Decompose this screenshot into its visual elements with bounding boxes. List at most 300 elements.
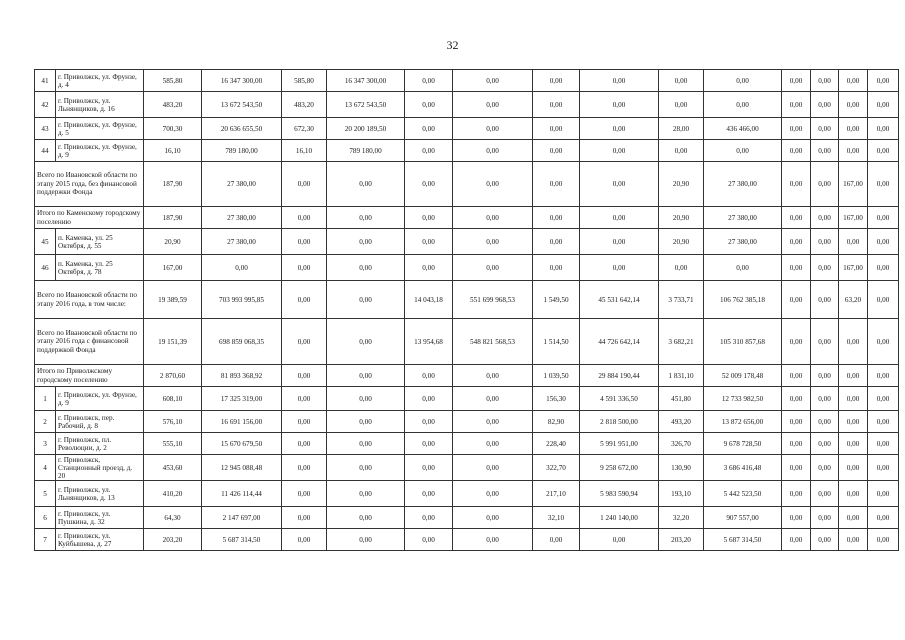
value-cell: 27 380,00 [202, 207, 282, 229]
value-cell: 0,00 [202, 255, 282, 281]
table-row [35, 118, 899, 140]
value-cell: 436 466,00 [704, 118, 782, 140]
value-cell: 0,00 [327, 319, 405, 365]
value-cell: 0,00 [839, 70, 868, 92]
value-cell: 0,00 [782, 92, 811, 118]
value-cell: 0,00 [839, 387, 868, 411]
value-cell: 0,00 [533, 162, 580, 207]
value-cell: 0,00 [453, 140, 533, 162]
value-cell: 0,00 [453, 118, 533, 140]
value-cell: 0,00 [580, 140, 659, 162]
value-cell: 0,00 [868, 255, 899, 281]
value-cell: 0,00 [405, 255, 453, 281]
value-cell: 0,00 [811, 481, 839, 507]
value-cell: 0,00 [782, 365, 811, 387]
value-cell: 20,90 [659, 207, 704, 229]
value-cell: 16,10 [282, 140, 327, 162]
value-cell: 16 347 300,00 [327, 70, 405, 92]
value-cell: 44 726 642,14 [580, 319, 659, 365]
value-cell: 0,00 [282, 255, 327, 281]
value-cell: 0,00 [453, 207, 533, 229]
summary-label: Итого по Приволжскому городскому поселению [35, 365, 144, 387]
row-index: 4 [35, 455, 56, 481]
value-cell: 20,90 [659, 229, 704, 255]
value-cell: 0,00 [327, 411, 405, 433]
value-cell: 0,00 [811, 207, 839, 229]
value-cell: 13 872 656,00 [704, 411, 782, 433]
summary-label: Всего по Ивановской области по этапу 2016 года, в том числе: [35, 281, 144, 319]
summary-row [35, 365, 899, 387]
value-cell: 0,00 [839, 455, 868, 481]
value-cell: 20,90 [659, 162, 704, 207]
value-cell: 0,00 [704, 255, 782, 281]
address-cell: г. Приволжск, пер. Рабочий, д. 8 [56, 411, 144, 433]
value-cell: 0,00 [453, 162, 533, 207]
value-cell: 0,00 [811, 455, 839, 481]
row-index: 1 [35, 387, 56, 411]
value-cell: 1 514,50 [533, 319, 580, 365]
value-cell: 130,90 [659, 455, 704, 481]
value-cell: 0,00 [282, 162, 327, 207]
value-cell: 0,00 [839, 319, 868, 365]
value-cell: 0,00 [704, 70, 782, 92]
value-cell: 0,00 [453, 507, 533, 529]
value-cell: 0,00 [782, 255, 811, 281]
value-cell: 703 993 995,85 [202, 281, 282, 319]
row-index: 3 [35, 433, 56, 455]
value-cell: 0,00 [453, 387, 533, 411]
value-cell: 0,00 [782, 70, 811, 92]
value-cell: 0,00 [811, 162, 839, 207]
value-cell: 28,00 [659, 118, 704, 140]
value-cell: 0,00 [533, 70, 580, 92]
value-cell: 2 147 697,00 [202, 507, 282, 529]
value-cell: 0,00 [839, 92, 868, 118]
value-cell: 0,00 [868, 529, 899, 551]
value-cell: 0,00 [782, 529, 811, 551]
row-index: 45 [35, 229, 56, 255]
value-cell: 203,20 [659, 529, 704, 551]
row-index: 2 [35, 411, 56, 433]
value-cell: 0,00 [868, 365, 899, 387]
value-cell: 555,10 [144, 433, 202, 455]
value-cell: 0,00 [782, 140, 811, 162]
value-cell: 0,00 [282, 281, 327, 319]
value-cell: 0,00 [704, 140, 782, 162]
value-cell: 0,00 [782, 229, 811, 255]
value-cell: 187,90 [144, 162, 202, 207]
value-cell: 1 039,50 [533, 365, 580, 387]
value-cell: 0,00 [580, 118, 659, 140]
value-cell: 0,00 [580, 229, 659, 255]
value-cell: 64,30 [144, 507, 202, 529]
value-cell: 0,00 [811, 319, 839, 365]
value-cell: 0,00 [704, 92, 782, 118]
value-cell: 13 954,68 [405, 319, 453, 365]
value-cell: 0,00 [811, 365, 839, 387]
value-cell: 27 380,00 [202, 162, 282, 207]
value-cell: 13 672 543,50 [327, 92, 405, 118]
row-index: 46 [35, 255, 56, 281]
value-cell: 0,00 [327, 281, 405, 319]
address-cell: г. Приволжск, ул. Куйбышева, д. 27 [56, 529, 144, 551]
value-cell: 0,00 [811, 433, 839, 455]
value-cell: 410,20 [144, 481, 202, 507]
value-cell: 0,00 [405, 229, 453, 255]
table-row [35, 387, 899, 411]
row-index: 7 [35, 529, 56, 551]
value-cell: 0,00 [868, 281, 899, 319]
value-cell: 19 151,39 [144, 319, 202, 365]
value-cell: 16,10 [144, 140, 202, 162]
row-index: 6 [35, 507, 56, 529]
value-cell: 105 310 857,68 [704, 319, 782, 365]
value-cell: 0,00 [782, 411, 811, 433]
value-cell: 0,00 [327, 455, 405, 481]
value-cell: 907 557,00 [704, 507, 782, 529]
value-cell: 0,00 [327, 481, 405, 507]
row-index: 41 [35, 70, 56, 92]
value-cell: 17 325 319,00 [202, 387, 282, 411]
value-cell: 0,00 [811, 281, 839, 319]
row-index: 44 [35, 140, 56, 162]
data-table [34, 69, 899, 551]
value-cell: 0,00 [327, 433, 405, 455]
value-cell: 9 678 728,50 [704, 433, 782, 455]
value-cell: 0,00 [405, 507, 453, 529]
address-cell: г. Приволжск, ул. Пушкина, д. 32 [56, 507, 144, 529]
table-row [35, 411, 899, 433]
value-cell: 0,00 [453, 455, 533, 481]
value-cell: 3 682,21 [659, 319, 704, 365]
value-cell: 0,00 [868, 140, 899, 162]
value-cell: 167,00 [839, 255, 868, 281]
summary-row [35, 207, 899, 229]
value-cell: 0,00 [868, 481, 899, 507]
value-cell: 19 389,59 [144, 281, 202, 319]
value-cell: 0,00 [327, 207, 405, 229]
summary-label: Всего по Ивановской области по этапу 2015 года, без финансовой поддержки Фонда [35, 162, 144, 207]
value-cell: 29 884 190,44 [580, 365, 659, 387]
value-cell: 0,00 [659, 255, 704, 281]
value-cell: 228,40 [533, 433, 580, 455]
value-cell: 483,20 [144, 92, 202, 118]
value-cell: 81 893 368,92 [202, 365, 282, 387]
table-row [35, 70, 899, 92]
value-cell: 0,00 [327, 365, 405, 387]
value-cell: 0,00 [839, 481, 868, 507]
value-cell: 9 258 672,00 [580, 455, 659, 481]
value-cell: 0,00 [868, 92, 899, 118]
value-cell: 0,00 [405, 70, 453, 92]
value-cell: 167,00 [839, 162, 868, 207]
value-cell: 789 180,00 [327, 140, 405, 162]
value-cell: 0,00 [327, 387, 405, 411]
value-cell: 2 818 500,00 [580, 411, 659, 433]
value-cell: 16 691 156,00 [202, 411, 282, 433]
value-cell: 0,00 [811, 229, 839, 255]
value-cell: 20,90 [144, 229, 202, 255]
value-cell: 0,00 [811, 529, 839, 551]
value-cell: 27 380,00 [704, 162, 782, 207]
summary-row [35, 319, 899, 365]
value-cell: 0,00 [453, 229, 533, 255]
value-cell: 0,00 [782, 319, 811, 365]
value-cell: 0,00 [533, 207, 580, 229]
value-cell: 0,00 [839, 411, 868, 433]
value-cell: 0,00 [782, 455, 811, 481]
value-cell: 0,00 [811, 255, 839, 281]
value-cell: 0,00 [282, 207, 327, 229]
summary-label: Итого по Каменскому городскому поселению [35, 207, 144, 229]
value-cell: 493,20 [659, 411, 704, 433]
address-cell: п. Каменка, ул. 25 Октября, д. 55 [56, 229, 144, 255]
value-cell: 0,00 [811, 387, 839, 411]
value-cell: 27 380,00 [704, 207, 782, 229]
table-row [35, 255, 899, 281]
summary-row [35, 162, 899, 207]
value-cell: 0,00 [327, 162, 405, 207]
table-row [35, 529, 899, 551]
address-cell: г. Приволжск, ул. Фрунзе, д. 5 [56, 118, 144, 140]
table-row [35, 455, 899, 481]
value-cell: 2 870,60 [144, 365, 202, 387]
value-cell: 0,00 [327, 255, 405, 281]
address-cell: г. Приволжск, ул. Фрунзе, д. 4 [56, 70, 144, 92]
value-cell: 0,00 [580, 162, 659, 207]
row-index: 5 [35, 481, 56, 507]
value-cell: 0,00 [782, 507, 811, 529]
value-cell: 0,00 [405, 207, 453, 229]
value-cell: 0,00 [405, 118, 453, 140]
value-cell: 0,00 [282, 529, 327, 551]
value-cell: 0,00 [453, 70, 533, 92]
value-cell: 0,00 [868, 118, 899, 140]
address-cell: г. Приволжск, Станционный проезд, д. 20 [56, 455, 144, 481]
value-cell: 0,00 [533, 229, 580, 255]
value-cell: 0,00 [405, 92, 453, 118]
value-cell: 672,30 [282, 118, 327, 140]
value-cell: 0,00 [282, 455, 327, 481]
value-cell: 0,00 [453, 92, 533, 118]
value-cell: 0,00 [868, 229, 899, 255]
value-cell: 0,00 [811, 92, 839, 118]
value-cell: 0,00 [580, 92, 659, 118]
value-cell: 5 687 314,50 [704, 529, 782, 551]
value-cell: 0,00 [282, 433, 327, 455]
value-cell: 82,90 [533, 411, 580, 433]
value-cell: 0,00 [327, 229, 405, 255]
value-cell: 700,30 [144, 118, 202, 140]
value-cell: 0,00 [659, 70, 704, 92]
table-row [35, 92, 899, 118]
value-cell: 11 426 114,44 [202, 481, 282, 507]
value-cell: 0,00 [453, 433, 533, 455]
value-cell: 167,00 [839, 207, 868, 229]
value-cell: 0,00 [868, 387, 899, 411]
value-cell: 0,00 [405, 455, 453, 481]
value-cell: 15 670 679,50 [202, 433, 282, 455]
value-cell: 0,00 [405, 481, 453, 507]
value-cell: 5 991 951,00 [580, 433, 659, 455]
value-cell: 0,00 [580, 70, 659, 92]
value-cell: 156,30 [533, 387, 580, 411]
value-cell: 0,00 [868, 433, 899, 455]
value-cell: 0,00 [282, 365, 327, 387]
value-cell: 167,00 [144, 255, 202, 281]
address-cell: г. Приволжск, пл. Революции, д. 2 [56, 433, 144, 455]
value-cell: 0,00 [282, 411, 327, 433]
summary-label: Всего по Ивановской области по этапу 2016 года с финансовой поддержкой Фонда [35, 319, 144, 365]
value-cell: 585,80 [144, 70, 202, 92]
value-cell: 322,70 [533, 455, 580, 481]
value-cell: 0,00 [282, 507, 327, 529]
value-cell: 451,80 [659, 387, 704, 411]
value-cell: 0,00 [868, 411, 899, 433]
value-cell: 63,20 [839, 281, 868, 319]
value-cell: 0,00 [405, 162, 453, 207]
value-cell: 551 699 968,53 [453, 281, 533, 319]
value-cell: 576,10 [144, 411, 202, 433]
table-row [35, 433, 899, 455]
value-cell: 0,00 [868, 319, 899, 365]
value-cell: 12 945 088,48 [202, 455, 282, 481]
value-cell: 548 821 568,53 [453, 319, 533, 365]
value-cell: 698 859 068,35 [202, 319, 282, 365]
value-cell: 217,10 [533, 481, 580, 507]
value-cell: 0,00 [405, 433, 453, 455]
value-cell: 32,20 [659, 507, 704, 529]
value-cell: 0,00 [453, 411, 533, 433]
value-cell: 4 591 336,50 [580, 387, 659, 411]
value-cell: 0,00 [533, 529, 580, 551]
value-cell: 0,00 [282, 481, 327, 507]
value-cell: 5 442 523,50 [704, 481, 782, 507]
value-cell: 187,90 [144, 207, 202, 229]
address-cell: г. Приволжск, ул. Фрунзе, д. 9 [56, 140, 144, 162]
value-cell: 0,00 [405, 365, 453, 387]
value-cell: 0,00 [839, 229, 868, 255]
value-cell: 0,00 [811, 140, 839, 162]
value-cell: 5 687 314,50 [202, 529, 282, 551]
value-cell: 0,00 [533, 92, 580, 118]
value-cell: 326,70 [659, 433, 704, 455]
value-cell: 52 009 178,48 [704, 365, 782, 387]
value-cell: 0,00 [839, 529, 868, 551]
value-cell: 0,00 [327, 507, 405, 529]
table-row [35, 481, 899, 507]
summary-row [35, 281, 899, 319]
address-cell: г. Приволжск, ул. Льнянщиков, д. 16 [56, 92, 144, 118]
value-cell: 0,00 [453, 365, 533, 387]
row-index: 42 [35, 92, 56, 118]
value-cell: 0,00 [659, 140, 704, 162]
value-cell: 0,00 [405, 140, 453, 162]
value-cell: 0,00 [782, 387, 811, 411]
value-cell: 0,00 [282, 387, 327, 411]
value-cell: 20 636 655,50 [202, 118, 282, 140]
address-cell: г. Приволжск, ул. Фрунзе, д. 9 [56, 387, 144, 411]
value-cell: 0,00 [580, 207, 659, 229]
value-cell: 0,00 [868, 455, 899, 481]
table-row [35, 507, 899, 529]
table-row [35, 229, 899, 255]
value-cell: 0,00 [453, 481, 533, 507]
value-cell: 1 831,10 [659, 365, 704, 387]
value-cell: 0,00 [580, 255, 659, 281]
value-cell: 12 733 982,50 [704, 387, 782, 411]
value-cell: 789 180,00 [202, 140, 282, 162]
value-cell: 0,00 [811, 507, 839, 529]
value-cell: 0,00 [782, 433, 811, 455]
value-cell: 0,00 [282, 229, 327, 255]
value-cell: 27 380,00 [704, 229, 782, 255]
value-cell: 0,00 [782, 118, 811, 140]
value-cell: 0,00 [839, 507, 868, 529]
value-cell: 45 531 642,14 [580, 281, 659, 319]
value-cell: 585,80 [282, 70, 327, 92]
value-cell: 3 733,71 [659, 281, 704, 319]
value-cell: 0,00 [782, 207, 811, 229]
value-cell: 203,20 [144, 529, 202, 551]
value-cell: 1 549,50 [533, 281, 580, 319]
value-cell: 0,00 [533, 140, 580, 162]
value-cell: 0,00 [405, 411, 453, 433]
page-number: 32 [446, 38, 459, 52]
value-cell: 0,00 [839, 118, 868, 140]
value-cell: 0,00 [868, 207, 899, 229]
value-cell: 453,60 [144, 455, 202, 481]
value-cell: 0,00 [405, 529, 453, 551]
value-cell: 0,00 [453, 255, 533, 281]
value-cell: 13 672 543,50 [202, 92, 282, 118]
value-cell: 0,00 [782, 481, 811, 507]
value-cell: 3 686 416,48 [704, 455, 782, 481]
row-index: 43 [35, 118, 56, 140]
value-cell: 193,10 [659, 481, 704, 507]
value-cell: 0,00 [868, 70, 899, 92]
value-cell: 0,00 [811, 70, 839, 92]
value-cell: 27 380,00 [202, 229, 282, 255]
value-cell: 16 347 300,00 [202, 70, 282, 92]
value-cell: 0,00 [533, 118, 580, 140]
value-cell: 0,00 [453, 529, 533, 551]
value-cell: 608,10 [144, 387, 202, 411]
address-cell: г. Приволжск, ул. Льнянщиков, д. 13 [56, 481, 144, 507]
value-cell: 0,00 [868, 162, 899, 207]
table-row [35, 140, 899, 162]
value-cell: 0,00 [405, 387, 453, 411]
value-cell: 5 983 590,94 [580, 481, 659, 507]
value-cell: 0,00 [327, 529, 405, 551]
value-cell: 0,00 [811, 411, 839, 433]
value-cell: 0,00 [782, 281, 811, 319]
address-cell: п. Каменка, ул. 25 Октября, д. 78 [56, 255, 144, 281]
value-cell: 0,00 [782, 162, 811, 207]
value-cell: 0,00 [533, 255, 580, 281]
value-cell: 14 043,18 [405, 281, 453, 319]
value-cell: 1 240 140,00 [580, 507, 659, 529]
value-cell: 0,00 [580, 529, 659, 551]
value-cell: 0,00 [811, 118, 839, 140]
value-cell: 0,00 [839, 140, 868, 162]
value-cell: 32,10 [533, 507, 580, 529]
value-cell: 0,00 [659, 92, 704, 118]
value-cell: 0,00 [282, 319, 327, 365]
value-cell: 0,00 [839, 433, 868, 455]
value-cell: 20 200 189,50 [327, 118, 405, 140]
value-cell: 0,00 [839, 365, 868, 387]
